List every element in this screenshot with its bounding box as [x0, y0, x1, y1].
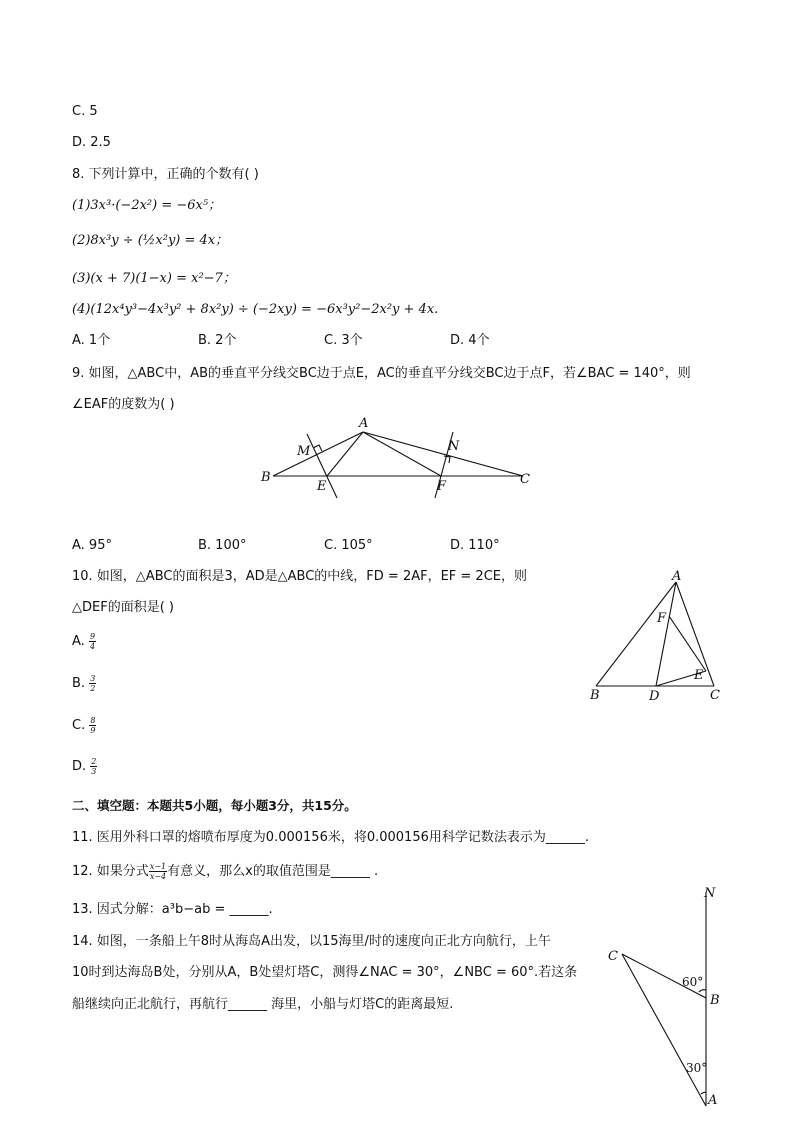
q10-stem-line1: 10. 如图，△ABC的面积是3，AD是△ABC的中线，FD = 2AF，EF = 2CE，则: [72, 569, 527, 584]
label-b: B: [590, 688, 600, 703]
label-a: A: [708, 1093, 718, 1108]
label-f: F: [657, 611, 667, 626]
angle-arc-a: [701, 1092, 706, 1094]
label-f: F: [437, 479, 447, 494]
q9-stem-line1: 9. 如图，△ABC中，AB的垂直平分线交BC边于点E，AC的垂直平分线交BC边于点F，若∠BAC = 140°，则: [72, 366, 691, 381]
q10-option-a[interactable]: A. $\frac{9}{4}$: [72, 632, 96, 651]
q14-line3: 船继续向正北航行，再航行______ 海里，小船与灯塔C的距离最短.: [72, 997, 454, 1012]
label-e: E: [694, 668, 704, 683]
label-e: E: [317, 479, 327, 494]
q8-item-1: (1)3x³·(−2x²) = −6x⁵；: [72, 198, 222, 213]
label-c: C: [520, 472, 530, 487]
angle-label-b: 60°: [682, 975, 704, 989]
segment-ae: [327, 432, 363, 476]
q8-item-2: (2)8x³y ÷ (½x²y) = 4x；: [72, 233, 229, 248]
q8-option-c[interactable]: C. 3个: [324, 333, 363, 348]
label-m: M: [297, 444, 311, 459]
q9-options: [72, 537, 576, 555]
q8-stem: 8. 下列计算中，正确的个数有( ): [72, 167, 259, 182]
q12: 12. 如果分式 $\frac{x-1}{x-4}$ 有意义，那么x的取值范围是______ .: [72, 862, 379, 881]
q14-line1: 14. 如图，一条船上午8时从海岛A出发，以15海里/时的速度向正北方向航行，上午: [72, 934, 551, 949]
q9-triangle-figure: [255, 412, 535, 502]
label-d: D: [649, 689, 660, 704]
angle-arc-b: [699, 990, 706, 992]
q10-option-d[interactable]: D. $\frac{2}{3}$: [72, 757, 97, 776]
section-2-heading: 二、填空题：本题共5小题，每小题3分，共15分。: [72, 798, 357, 813]
segment-ab: [596, 582, 676, 686]
q8-item-3: (3)(x + 7)(1−x) = x²−7；: [72, 271, 236, 286]
segment-ad: [656, 582, 676, 686]
q8-options: [72, 332, 576, 350]
segment-fe: [669, 616, 706, 671]
label-b: B: [261, 470, 271, 485]
label-a: A: [359, 416, 369, 431]
option-d-prev: D. 2.5: [72, 135, 111, 150]
label-c: C: [608, 949, 618, 964]
q9-option-c[interactable]: C. 105°: [324, 538, 373, 553]
label-b: B: [710, 993, 720, 1008]
q8-item-4: (4)(12x⁴y³−4x³y² + 8x²y) ÷ (−2xy) = −6x³y²−2x²y + 4x.: [72, 302, 439, 317]
label-n: N: [704, 886, 716, 901]
segment-ab: [273, 432, 363, 476]
q9-option-a[interactable]: A. 95°: [72, 538, 112, 553]
q10-option-c[interactable]: C. $\frac{8}{9}$: [72, 716, 96, 735]
option-c-prev: C. 5: [72, 104, 98, 119]
label-n: N: [448, 439, 460, 454]
q14-lighthouse-figure: [600, 880, 740, 1115]
q8-option-d[interactable]: D. 4个: [450, 333, 490, 348]
q8-option-b[interactable]: B. 2个: [198, 333, 237, 348]
q8-option-a[interactable]: A. 1个: [72, 333, 111, 348]
segment-af: [363, 432, 441, 476]
q10-triangle-figure: [584, 566, 734, 706]
q11: 11. 医用外科口罩的熔喷布厚度为0.000156米，将0.000156用科学记数法表示为______.: [72, 830, 589, 845]
q10-stem-line2: △DEF的面积是( ): [72, 600, 174, 615]
q13: 13. 因式分解：a³b−ab = ______.: [72, 902, 273, 917]
q9-option-d[interactable]: D. 110°: [450, 538, 500, 553]
q10-option-b[interactable]: B. $\frac{3}{2}$: [72, 674, 96, 693]
q9-option-b[interactable]: B. 100°: [198, 538, 247, 553]
label-c: C: [710, 688, 720, 703]
q14-line2: 10时到达海岛B处，分别从A，B处望灯塔C，测得∠NAC = 30°，∠NBC = 60°.若这条: [72, 965, 578, 980]
label-a: A: [672, 569, 682, 584]
angle-label-a: 30°: [686, 1061, 708, 1075]
q9-stem-line2: ∠EAF的度数为( ): [72, 397, 175, 412]
